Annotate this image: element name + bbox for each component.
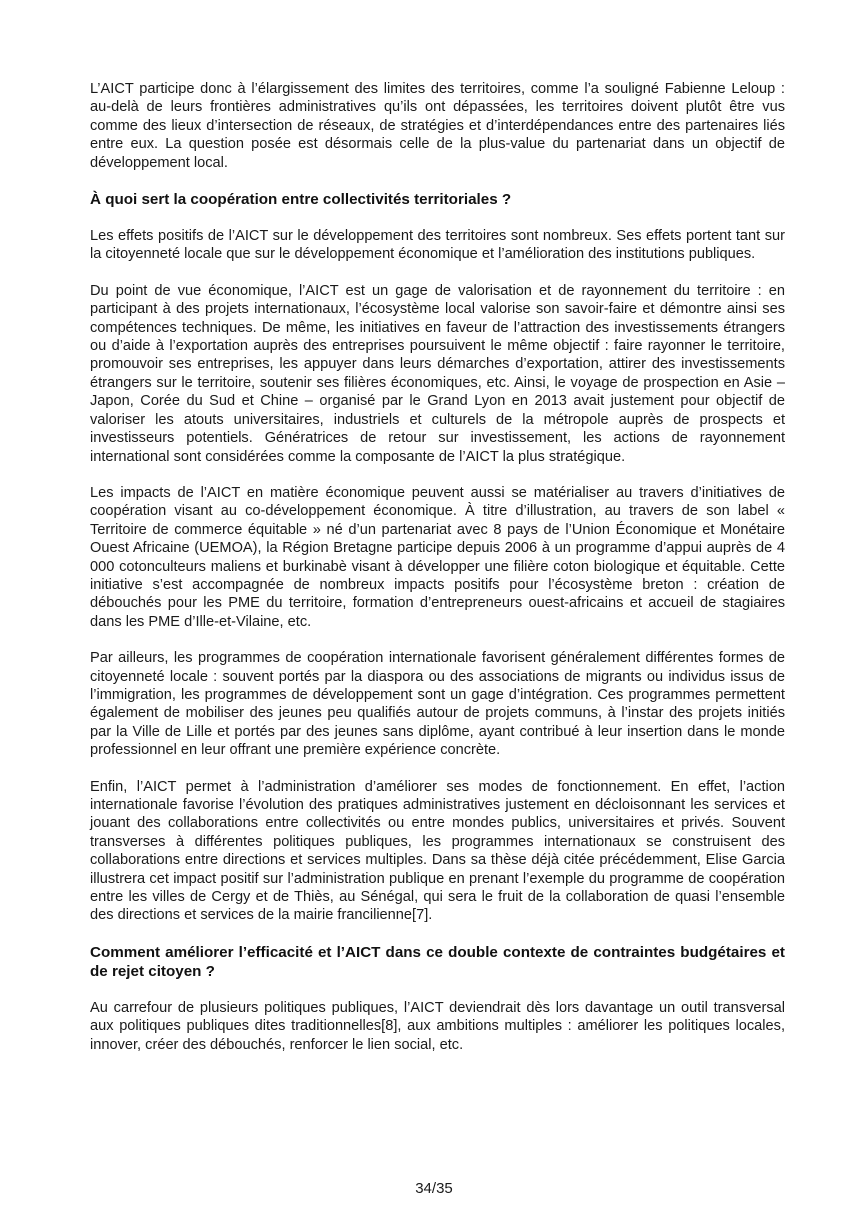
document-body xyxy=(90,80,785,1072)
section-heading-cooperation: À quoi sert la coopération entre collectivités territoriales ? xyxy=(90,191,512,209)
paragraph-crossroads: Au carrefour de plusieurs politiques publiques, l’AICT deviendrait dès lors davantage un outil transversal aux politiques publiques dites traditionnelles[8], aux ambitions multiples : améliorer les politiques locales, innover, créer des débouchés, renforcer le lien social, etc. xyxy=(90,999,785,1053)
paragraph-positive-effects: Les effets positifs de l’AICT sur le développement des territoires sont nombreux. Ses effets portent tant sur la citoyenneté locale que sur le développement économique et l’amélioration des institutions publiques. xyxy=(90,228,785,263)
paragraph-territories: L’AICT participe donc à l’élargissement des limites des territoires, comme l’a souligné Fabienne Leloup : au-delà de leurs frontières administratives qu’ils ont dépassées, les territoires doivent plutôt être vus comme des lieux d’intersection de réseaux, de stratégies et d’interdépendances entre des partenaires liés entre eux. La question posée est désormais celle de la plus-value du partenariat dans un objectif de développement local. xyxy=(90,81,785,171)
paragraph-economic-impacts: Les impacts de l’AICT en matière économique peuvent aussi se matérialiser au travers d’initiatives de coopération visant au co-développement économique. À titre d’illustration, au travers de son label « Territoire de commerce équitable » né d’un partenariat avec 8 pays de l’Union Économique et Monétaire Ouest Africaine (UEMOA), la Région Bretagne participe depuis 2006 à un programme d’appui auprès de 4 000 cotonculteurs maliens et burkinabè visant à développer une filière coton biologique et équitable. Cette initiative s’est accompagnée de nombreux impacts positifs pour l’écosystème breton : création de débouchés pour les PME du territoire, formation d’entrepreneurs ouest-africains et accueil de stagiaires dans les PME d’Ille-et-Vilaine, etc. xyxy=(90,484,785,630)
page-number: 34/35 xyxy=(415,1180,453,1197)
paragraph-citizenship: Par ailleurs, les programmes de coopération internationale favorisent généralement différentes formes de citoyenneté locale : souvent portés par la diaspora ou des associations de migrants ou individus issus de l’immigration, les programmes de développement sont un gage d’intégration. Ces programmes permettent également de mobiliser des jeunes peu qualifiés autour de projets communs, à l’instar des projets initiés par la Ville de Lille et portés par des jeunes sans diplôme, ayant contribué à leur insertion dans le monde professionnel en leur offrant une première expérience concrète. xyxy=(90,650,785,759)
paragraph-economic-view: Du point de vue économique, l’AICT est un gage de valorisation et de rayonnement du territoire : en participant à des projets internationaux, l’écosystème local valorise son savoir-faire et démontre ainsi ses compétences techniques. De même, les initiatives en faveur de l’attraction des investissements étrangers ou d’aide à l’exportation auprès des entreprises poursuivent le même objectif : faire rayonner le territoire, promouvoir ses entreprises, les appuyer dans leurs démarches d’exportation, attirer des investissements étrangers sur le territoire, soutenir ses filières économiques, etc. Ainsi, le voyage de prospection en Asie – Japon, Corée du Sud et Chine – organisé par le Grand Lyon en 2013 avait justement pour objectif de valoriser les atouts universitaires, industriels et culturels de la métropole auprès de prospects et investisseurs potentiels. Génératrices de retour sur investissement, les actions de rayonnement international sont considérées comme la composante de l’AICT la plus stratégique. xyxy=(90,282,785,465)
paragraph-administration: Enfin, l’AICT permet à l’administration d’améliorer ses modes de fonctionnement. En effet, l’action internationale favorise l’évolution des pratiques administratives justement en décloisonnant les services et jouant des collaborations entre collectivités ou entre mondes publics, universitaires et privés. Souvent transverses à différentes politiques publiques, les programmes internationaux se construisent des collaborations entre directions et services multiples. Dans sa thèse déjà citée précédemment, Elise Garcia illustrera cet impact positif sur l’administration publique en prenant l’exemple du programme de coopération entre les villes de Cergy et de Thiès, au Sénégal, qui sera le fruit de la collaboration de quasi l’ensemble des directions et services de la mairie francilienne[7]. xyxy=(90,778,785,924)
section-heading-efficiency: Comment améliorer l’efficacité et l’AICT dans ce double contexte de contraintes budgétaires et de rejet citoyen ? xyxy=(90,943,785,980)
